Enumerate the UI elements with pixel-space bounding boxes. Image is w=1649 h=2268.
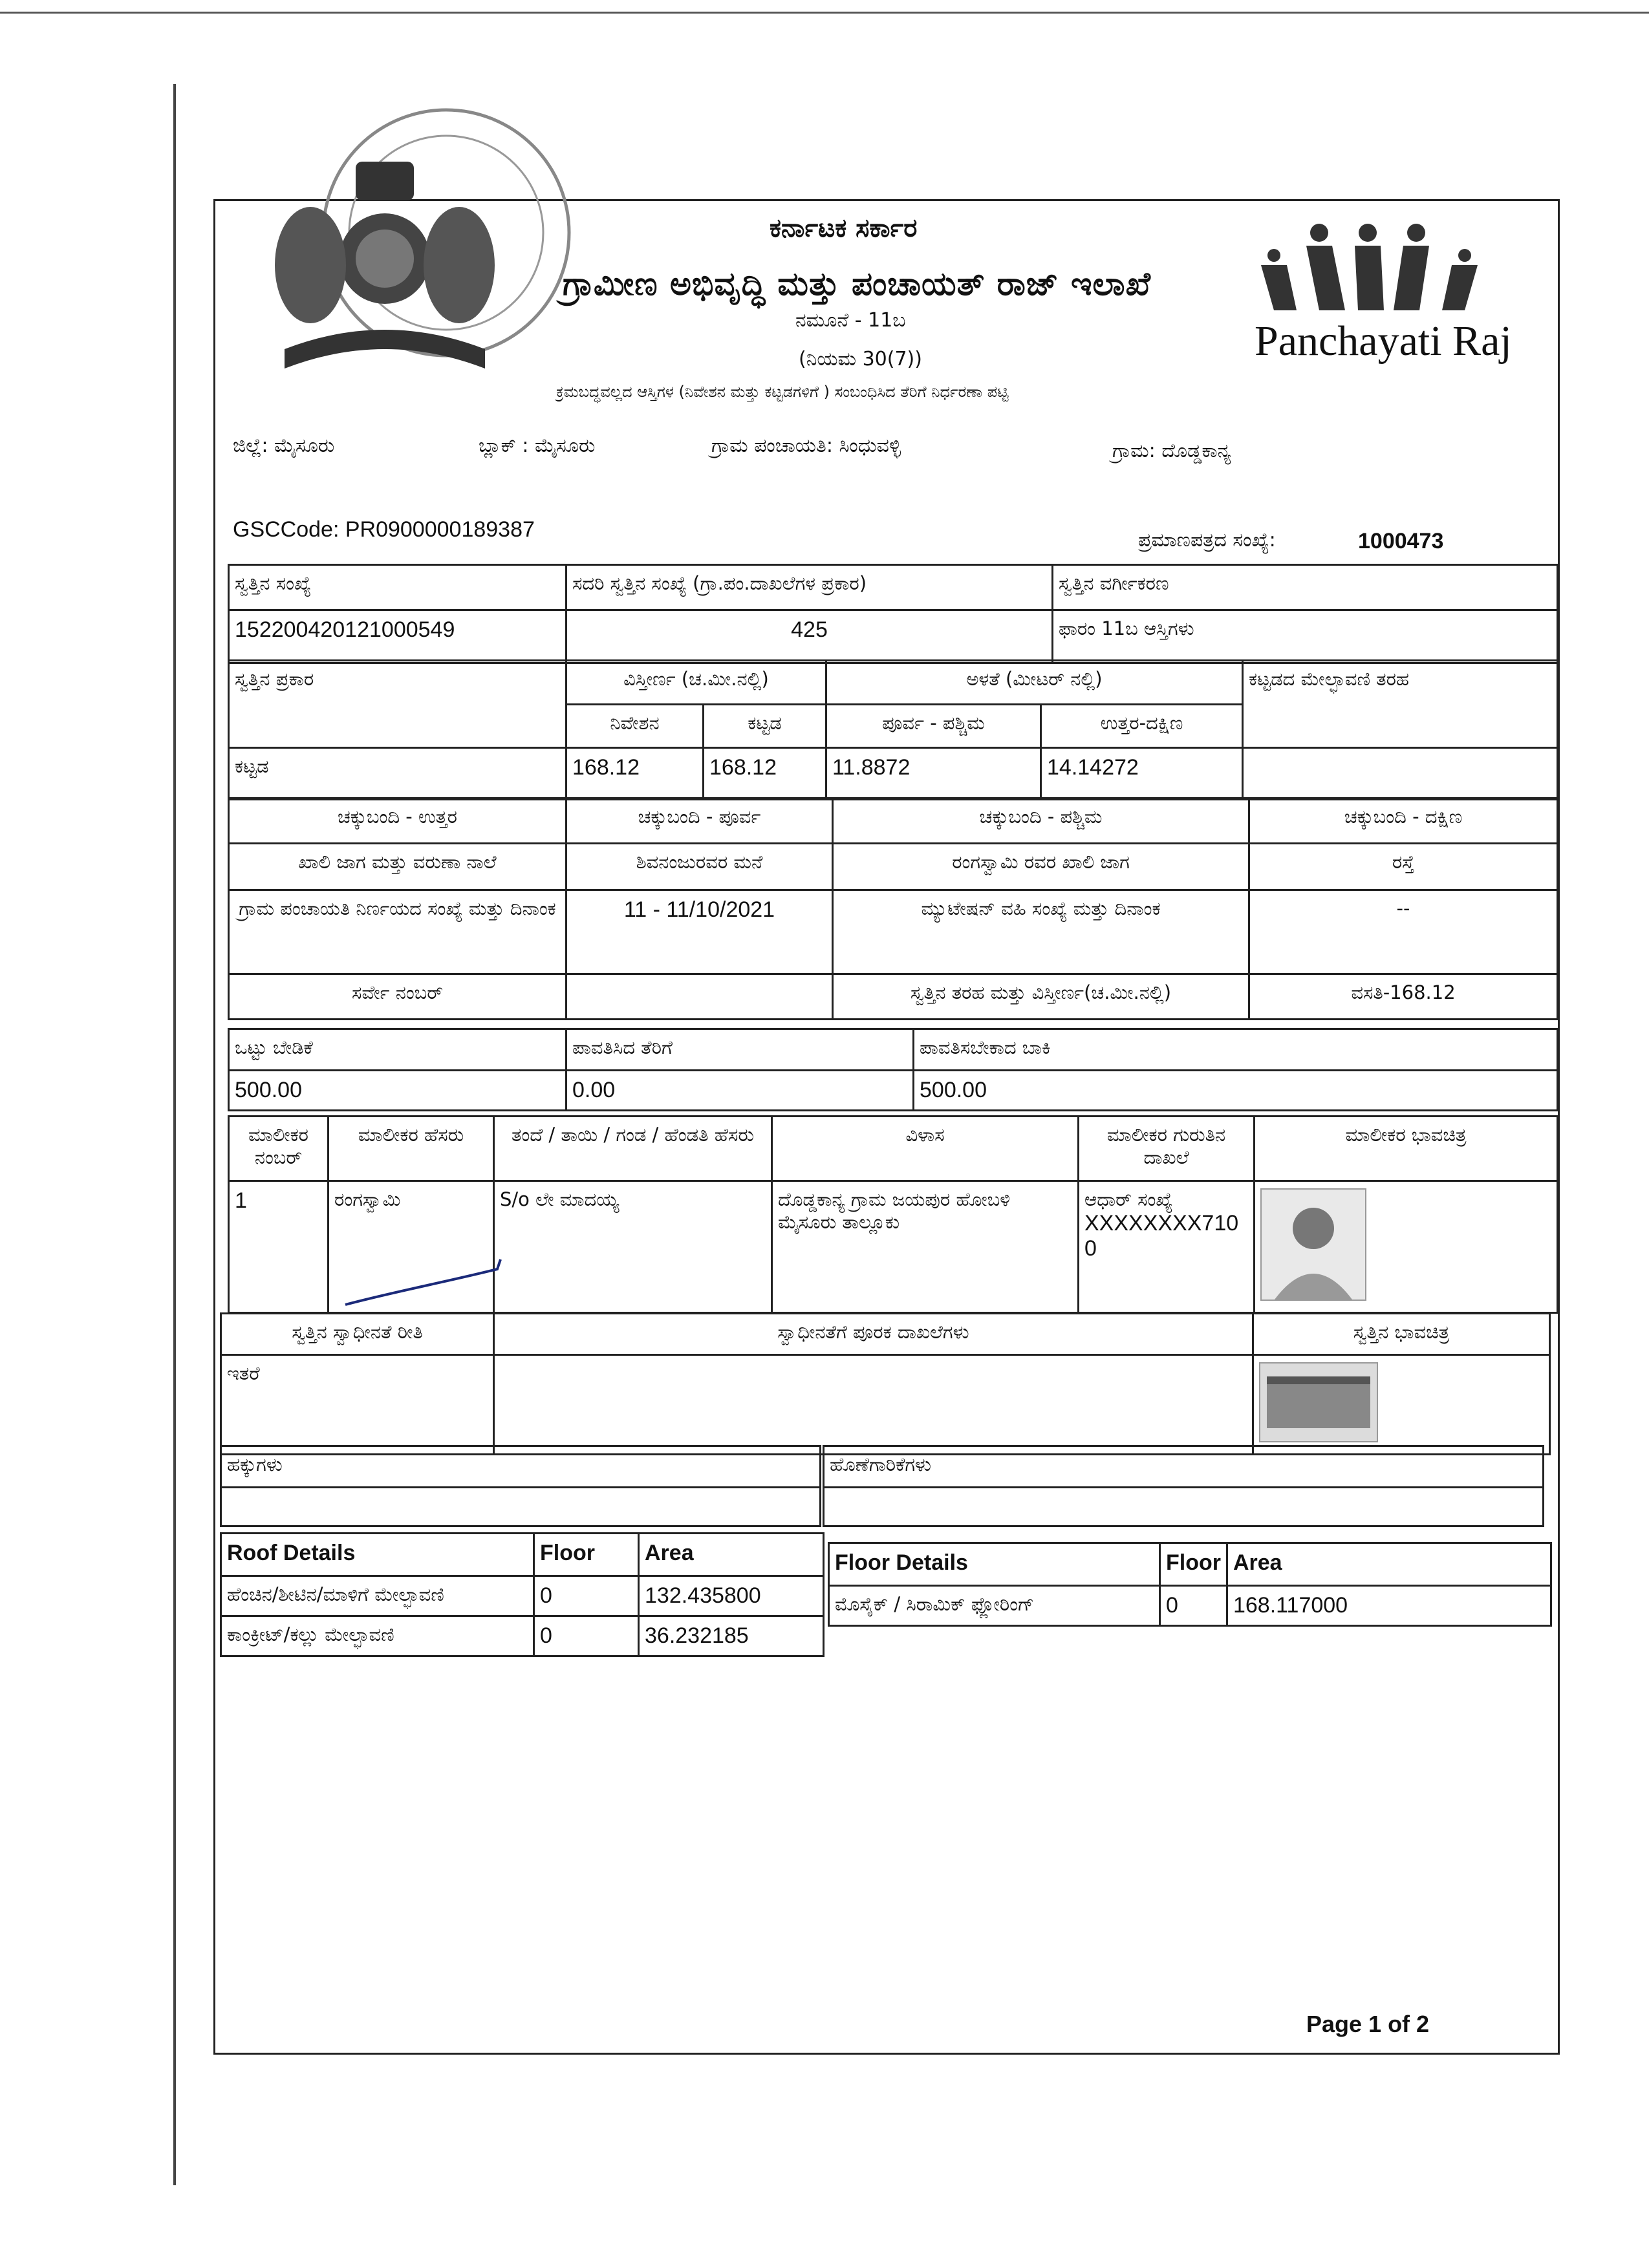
rule-number: (ನಿಯಮ 30(7)) xyxy=(799,348,922,370)
header-floor-floor: Floor xyxy=(1160,1543,1227,1586)
gsc-code: GSCCode: PR0900000189387 xyxy=(233,517,535,542)
header-paid-tax: ಪಾವತಿಸಿದ ತೆರಿಗೆ xyxy=(566,1029,914,1071)
header-building: ಕಟ್ಟಡ xyxy=(704,704,826,748)
table-row xyxy=(221,1616,824,1656)
rights-table xyxy=(220,1445,821,1527)
roof-type-value xyxy=(1243,748,1558,800)
header-ownership-docs: ಸ್ವಾಧೀನತೆಗೆ ಪೂರಕ ದಾಖಲೆಗಳು xyxy=(494,1314,1253,1355)
gram-panchayat-label: ಗ್ರಾಮ ಪಂಚಾಯತಿ: ಸಿಂಧುವಳ್ಳಿ xyxy=(711,434,901,457)
owner-table xyxy=(228,1115,1558,1314)
header-property-type: ಸ್ವತ್ತಿನ ಪ್ರಕಾರ xyxy=(229,661,566,748)
paid-tax-value: 0.00 xyxy=(566,1071,914,1111)
page-number: Page 1 of 2 xyxy=(1306,2011,1430,2037)
owner-id-value: XXXXXXXX7100 xyxy=(1084,1211,1239,1261)
owner-photo-image xyxy=(1260,1188,1366,1301)
header-ownership-mode: ಸ್ವತ್ತಿನ ಸ್ವಾಧೀನತೆ ರೀತಿ xyxy=(221,1314,494,1355)
rights-value xyxy=(221,1488,821,1526)
header-owner-name: ಮಾಲೀಕರ ಹೆಸರು xyxy=(329,1117,494,1181)
balance-due-value: 500.00 xyxy=(914,1071,1558,1111)
district-label: ಜಿಲ್ಲೆ: ಮೈಸೂರು xyxy=(233,434,335,457)
dimensions-table xyxy=(228,659,1558,800)
survey-number-value xyxy=(566,974,833,1020)
owner-photo-cell xyxy=(1255,1181,1558,1313)
resolution-label: ಗ್ರಾಮ ಪಂಚಾಯತಿ ನಿರ್ಣಯದ ಸಂಖ್ಯೆ ಮತ್ತು ದಿನಾಂಕ xyxy=(229,890,566,974)
header-property-number: ಸ್ವತ್ತಿನ ಸಂಖ್ಯೆ xyxy=(229,565,566,610)
property-photo-image xyxy=(1259,1362,1378,1442)
village-label: ಗ್ರಾಮ: ದೊಡ್ಡಕಾನ್ಯ xyxy=(1112,440,1231,462)
certificate-number: 1000473 xyxy=(1358,529,1444,553)
mutation-label: ಮ್ಯುಟೇಷನ್ ವಹಿ ಸಂಖ್ಯೆ ಮತ್ತು ದಿನಾಂಕ xyxy=(833,890,1249,974)
property-type-value: ಕಟ್ಟಡ xyxy=(229,748,566,800)
owner-number-value: 1 xyxy=(229,1181,329,1313)
boundary-south-value: ರಸ್ತೆ xyxy=(1249,844,1558,890)
header-balance-due: ಪಾವತಿಸಬೇಕಾದ ಬಾಕಿ xyxy=(914,1029,1558,1071)
header-property-class: ಸ್ವತ್ತಿನ ವರ್ಗೀಕರಣ xyxy=(1053,565,1558,610)
header-sadari-number: ಸದರಿ ಸ್ವತ್ತಿನ ಸಂಖ್ಯೆ (ಗ್ರಾ.ಪಂ.ದಾಖಲೆಗಳ ಪ್ರಕಾರ) xyxy=(566,565,1053,610)
owner-id-cell xyxy=(1079,1181,1255,1313)
department-title: ಗ್ರಾಮೀಣ ಅಭಿವೃದ್ಧಿ ಮತ್ತು ಪಂಚಾಯತ್ ರಾಜ್ ಇಲಾಖೆ xyxy=(563,265,1151,303)
owner-id-label: ಆಧಾರ್ ಸಂಖ್ಯೆ xyxy=(1084,1188,1173,1210)
address-value: ದೊಡ್ಡಕಾನ್ಯ ಗ್ರಾಮ ಜಯಪುರ ಹೋಬಳಿ ಮೈಸೂರು ತಾಲ್ಲೂಕು xyxy=(772,1181,1079,1313)
header-address: ವಿಳಾಸ xyxy=(772,1117,1079,1181)
roof-details-table xyxy=(220,1532,824,1657)
mutation-value: -- xyxy=(1249,890,1558,974)
header-north-south: ಉತ್ತರ-ದಕ್ಷಿಣ xyxy=(1041,704,1243,748)
header-owner-number: ಮಾಲೀಕರ ನಂಬರ್ xyxy=(229,1117,329,1181)
ownership-mode-value: ಇತರೆ xyxy=(221,1355,494,1455)
header-roof-type: ಕಟ್ಟಡದ ಮೇಲ್ಛಾವಣಿ ತರಹ xyxy=(1243,661,1558,748)
roof-area-cell: 36.232185 xyxy=(639,1616,824,1656)
sadari-number-value: 425 xyxy=(566,610,1053,663)
govt-title: ಕರ್ನಾಟಕ ಸರ್ಕಾರ xyxy=(770,213,918,243)
header-roof-area: Area xyxy=(639,1534,824,1576)
property-usage-value: ವಸತಿ-168.12 xyxy=(1249,974,1558,1020)
relation-name-value: S/o ಲೇ ಮಾದಯ್ಯ xyxy=(494,1181,772,1313)
table-row xyxy=(221,1576,824,1616)
roof-floor-cell: 0 xyxy=(534,1576,639,1616)
property-photo-cell xyxy=(1253,1355,1550,1455)
building-area-value: 168.12 xyxy=(704,748,826,800)
tax-table xyxy=(228,1028,1558,1111)
liabilities-table xyxy=(823,1445,1544,1527)
header-roof-floor: Floor xyxy=(534,1534,639,1576)
floor-type-cell: ಮೊಸೈಕ್ / ಸಿರಾಮಿಕ್ ಫ್ಲೋರಿಂಗ್ xyxy=(829,1586,1160,1626)
header-floor-area: Area xyxy=(1227,1543,1551,1586)
header-liabilities: ಹೊಣೆಗಾರಿಕೆಗಳು xyxy=(824,1446,1544,1488)
header-boundary-east: ಚಕ್ಕುಬಂದಿ - ಪೂರ್ವ xyxy=(566,798,833,844)
header-owner-photo: ಮಾಲೀಕರ ಭಾವಚಿತ್ರ xyxy=(1255,1117,1558,1181)
east-west-value: 11.8872 xyxy=(826,748,1041,800)
header-area: ವಿಸ್ತೀರ್ಣ (ಚ.ಮೀ.ನಲ್ಲಿ) xyxy=(566,661,826,705)
boundary-east-value: ಶಿವನಂಜುರವರ ಮನೆ xyxy=(566,844,833,890)
form-number: ನಮೂನೆ - 11ಬ xyxy=(795,309,906,332)
survey-number-label: ಸರ್ವೇ ನಂಬರ್ xyxy=(229,974,566,1020)
scan-edge-top xyxy=(0,12,1649,14)
total-demand-value: 500.00 xyxy=(229,1071,566,1111)
ownership-table xyxy=(220,1312,1551,1455)
boundaries-table xyxy=(228,797,1558,1020)
boundary-west-value: ರಂಗಸ್ವಾಮಿ ರವರ ಖಾಲಿ ಜಾಗ xyxy=(833,844,1249,890)
site-area-value: 168.12 xyxy=(566,748,704,800)
roof-area-cell: 132.435800 xyxy=(639,1576,824,1616)
header-relation-name: ತಂದೆ / ತಾಯಿ / ಗಂಡ / ಹೆಂಡತಿ ಹೆಸರು xyxy=(494,1117,772,1181)
floor-area-cell: 168.117000 xyxy=(1227,1586,1551,1626)
signature-stroke-icon xyxy=(342,1221,504,1311)
document-subtitle: ಕ್ರಮಬದ್ಧವಲ್ಲದ ಆಸ್ತಿಗಳ (ನಿವೇಶನ ಮತ್ತು ಕಟ್ಟಡಗಳಿಗೆ ) ಸಂಬಂಧಿಸಿದ ತೆರಿಗೆ ನಿರ್ಧರಣಾ ಪಟ್ಟಿ xyxy=(556,383,1009,401)
property-usage-label: ಸ್ವತ್ತಿನ ತರಹ ಮತ್ತು ವಿಸ್ತೀರ್ಣ(ಚ.ಮೀ.ನಲ್ಲಿ) xyxy=(833,974,1249,1020)
north-south-value: 14.14272 xyxy=(1041,748,1243,800)
header-measurement: ಅಳತೆ (ಮೀಟರ್ ನಲ್ಲಿ) xyxy=(826,661,1243,705)
header-roof-details: Roof Details xyxy=(221,1534,534,1576)
resolution-value: 11 - 11/10/2021 xyxy=(566,890,833,974)
roof-floor-cell: 0 xyxy=(534,1616,639,1656)
header-east-west: ಪೂರ್ವ - ಪಶ್ಚಿಮ xyxy=(826,704,1041,748)
header-boundary-west: ಚಕ್ಕುಬಂದಿ - ಪಶ್ಚಿಮ xyxy=(833,798,1249,844)
ownership-docs-value xyxy=(494,1355,1253,1455)
roof-type-cell: ಹೆಂಚಿನ/ಶೀಟಿನ/ಮಾಳಿಗೆ ಮೇಲ್ಛಾವಣಿ xyxy=(221,1576,534,1616)
header-total-demand: ಒಟ್ಟು ಬೇಡಿಕೆ xyxy=(229,1029,566,1071)
header-rights: ಹಕ್ಕುಗಳು xyxy=(221,1446,821,1488)
owner-name-cell xyxy=(329,1181,494,1313)
header-property-photo: ಸ್ವತ್ತಿನ ಭಾವಚಿತ್ರ xyxy=(1253,1314,1550,1355)
header-boundary-south: ಚಕ್ಕುಬಂದಿ - ದಕ್ಷಿಣ xyxy=(1249,798,1558,844)
property-number-table xyxy=(228,564,1558,664)
block-label: ಬ್ಲಾಕ್ : ಮೈಸೂರು xyxy=(479,434,596,457)
header-floor-details: Floor Details xyxy=(829,1543,1160,1586)
header-owner-id: ಮಾಲೀಕರ ಗುರುತಿನ ದಾಖಲೆ xyxy=(1079,1117,1255,1181)
floor-details-table xyxy=(828,1542,1552,1627)
table-row xyxy=(829,1586,1551,1626)
property-number-value: 152200420121000549 xyxy=(229,610,566,663)
roof-type-cell: ಕಾಂಕ್ರೀಟ್/ಕಲ್ಲು ಮೇಲ್ಛಾವಣಿ xyxy=(221,1616,534,1656)
header-boundary-north: ಚಕ್ಕುಬಂದಿ - ಉತ್ತರ xyxy=(229,798,566,844)
boundary-north-value: ಖಾಲಿ ಜಾಗ ಮತ್ತು ವರುಣಾ ನಾಲೆ xyxy=(229,844,566,890)
header-site: ನಿವೇಶನ xyxy=(566,704,704,748)
liabilities-value xyxy=(824,1488,1544,1526)
scan-edge-left xyxy=(173,84,176,2185)
panchayati-raj-text: Panchayati Raj xyxy=(1255,317,1512,365)
floor-floor-cell: 0 xyxy=(1160,1586,1227,1626)
karnataka-emblem-icon xyxy=(246,136,517,407)
certificate-label: ಪ್ರಮಾಣಪತ್ರದ ಸಂಖ್ಯೆ: xyxy=(1138,529,1276,551)
owner-name-value: ರಂಗಸ್ವಾಮಿ xyxy=(334,1188,401,1210)
property-class-value: ಫಾರಂ 11ಬ ಆಸ್ತಿಗಳು xyxy=(1053,610,1558,663)
